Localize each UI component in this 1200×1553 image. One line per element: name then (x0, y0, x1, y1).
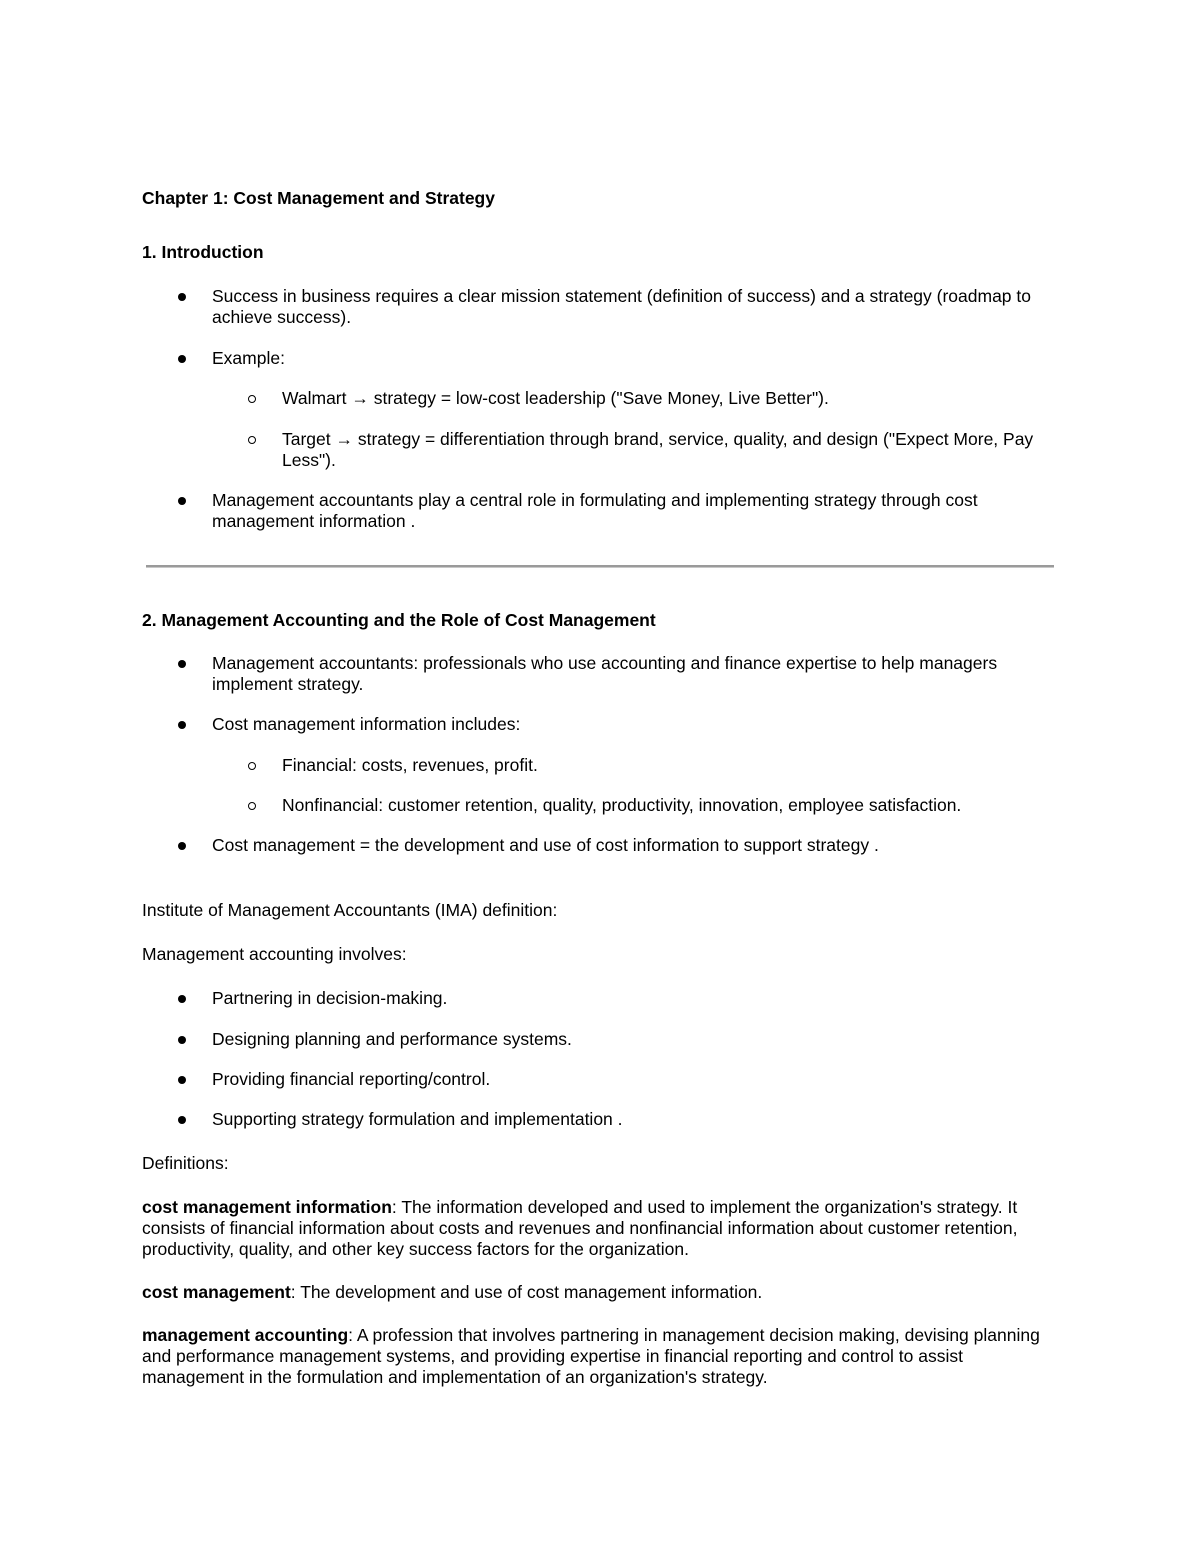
bullet-icon (178, 1036, 186, 1044)
definition-cost-management-information (142, 1197, 1060, 1260)
sub-list-item: Walmart → strategy = low-cost leadership ("Save Money, Live Better"). (142, 388, 1060, 409)
definition-text: : A profession that involves partnering in management decision making, devising planning and performance management systems, and providing expertise in financial reporting and control to assist management in the formulation and implementation of an organization's strategy. (142, 1325, 1040, 1387)
definition-term: management accounting (142, 1325, 349, 1345)
hollow-bullet-icon (248, 436, 256, 444)
list-item: Cost management = the development and use of cost information to support strategy . (142, 835, 1060, 856)
bullet-icon (178, 293, 186, 301)
example-sublist-target (142, 429, 1060, 471)
definition-management-accounting (142, 1325, 1060, 1388)
definition-text: : The development and use of cost management information. (290, 1282, 763, 1302)
bullet-icon (178, 721, 186, 729)
list-item: Success in business requires a clear mission statement (definition of success) and a strategy (roadmap to achieve success). (142, 286, 1060, 328)
ma-list-1 (142, 988, 1060, 1009)
list-item: Management accountants: professionals who use accounting and finance expertise to help managers implement strategy. (142, 653, 1060, 695)
sub-list-item: Financial: costs, revenues, profit. (142, 755, 1060, 776)
chapter-title: Chapter 1: Cost Management and Strategy (142, 188, 495, 208)
example-sublist-walmart (142, 388, 1060, 409)
section-2-list-a (142, 653, 1060, 695)
bullet-icon (178, 355, 186, 363)
ima-intro: Institute of Management Accountants (IMA) definition: (142, 900, 558, 920)
definition-term: cost management (142, 1282, 291, 1302)
definition-term: cost management information (142, 1197, 392, 1217)
list-item: Management accountants play a central role in formulating and implementing strategy through cost management information . (142, 490, 1060, 532)
ma-list-3 (142, 1069, 1060, 1090)
list-item: Supporting strategy formulation and implementation . (142, 1109, 1060, 1130)
bullet-icon (178, 660, 186, 668)
section-1-list-last (142, 490, 1060, 532)
bullet-icon (178, 842, 186, 850)
definition-text: : The information developed and used to implement the organization's strategy. It consists of financial information about costs and revenues and nonfinancial information about customer retention, productivity, quality, and other key success factors for the organization. (142, 1197, 1018, 1259)
bullet-icon (178, 1116, 186, 1124)
hollow-bullet-icon (248, 395, 256, 403)
definition-cost-management (142, 1282, 1060, 1303)
section-2-heading: 2. Management Accounting and the Role of Cost Management (142, 610, 656, 630)
section-1-list (142, 286, 1060, 328)
section-2-list-b (142, 714, 1060, 735)
horizontal-rule (146, 565, 1054, 568)
bullet-icon (178, 1076, 186, 1084)
list-item: Partnering in decision-making. (142, 988, 1060, 1009)
sub-list-item: Target → strategy = differentiation through brand, service, quality, and design ("Expect More, Pay Less"). (142, 429, 1060, 471)
list-item: Cost management information includes: (142, 714, 1060, 735)
bullet-icon (178, 995, 186, 1003)
definitions-label: Definitions: (142, 1153, 229, 1173)
list-item: Example: (142, 348, 1060, 369)
section-1-list-example (142, 348, 1060, 369)
ma-list-2 (142, 1029, 1060, 1050)
list-item: Designing planning and performance systems. (142, 1029, 1060, 1050)
hollow-bullet-icon (248, 762, 256, 770)
ma-list-4 (142, 1109, 1060, 1130)
section-1-heading: 1. Introduction (142, 242, 264, 262)
list-item: Providing financial reporting/control. (142, 1069, 1060, 1090)
cost-info-sublist-nonfinancial (142, 795, 1060, 816)
sub-list-item: Nonfinancial: customer retention, quality, productivity, innovation, employee satisfaction. (142, 795, 1060, 816)
ma-involves: Management accounting involves: (142, 944, 407, 964)
cost-info-sublist-financial (142, 755, 1060, 776)
hollow-bullet-icon (248, 802, 256, 810)
section-2-list-c (142, 835, 1060, 856)
bullet-icon (178, 497, 186, 505)
